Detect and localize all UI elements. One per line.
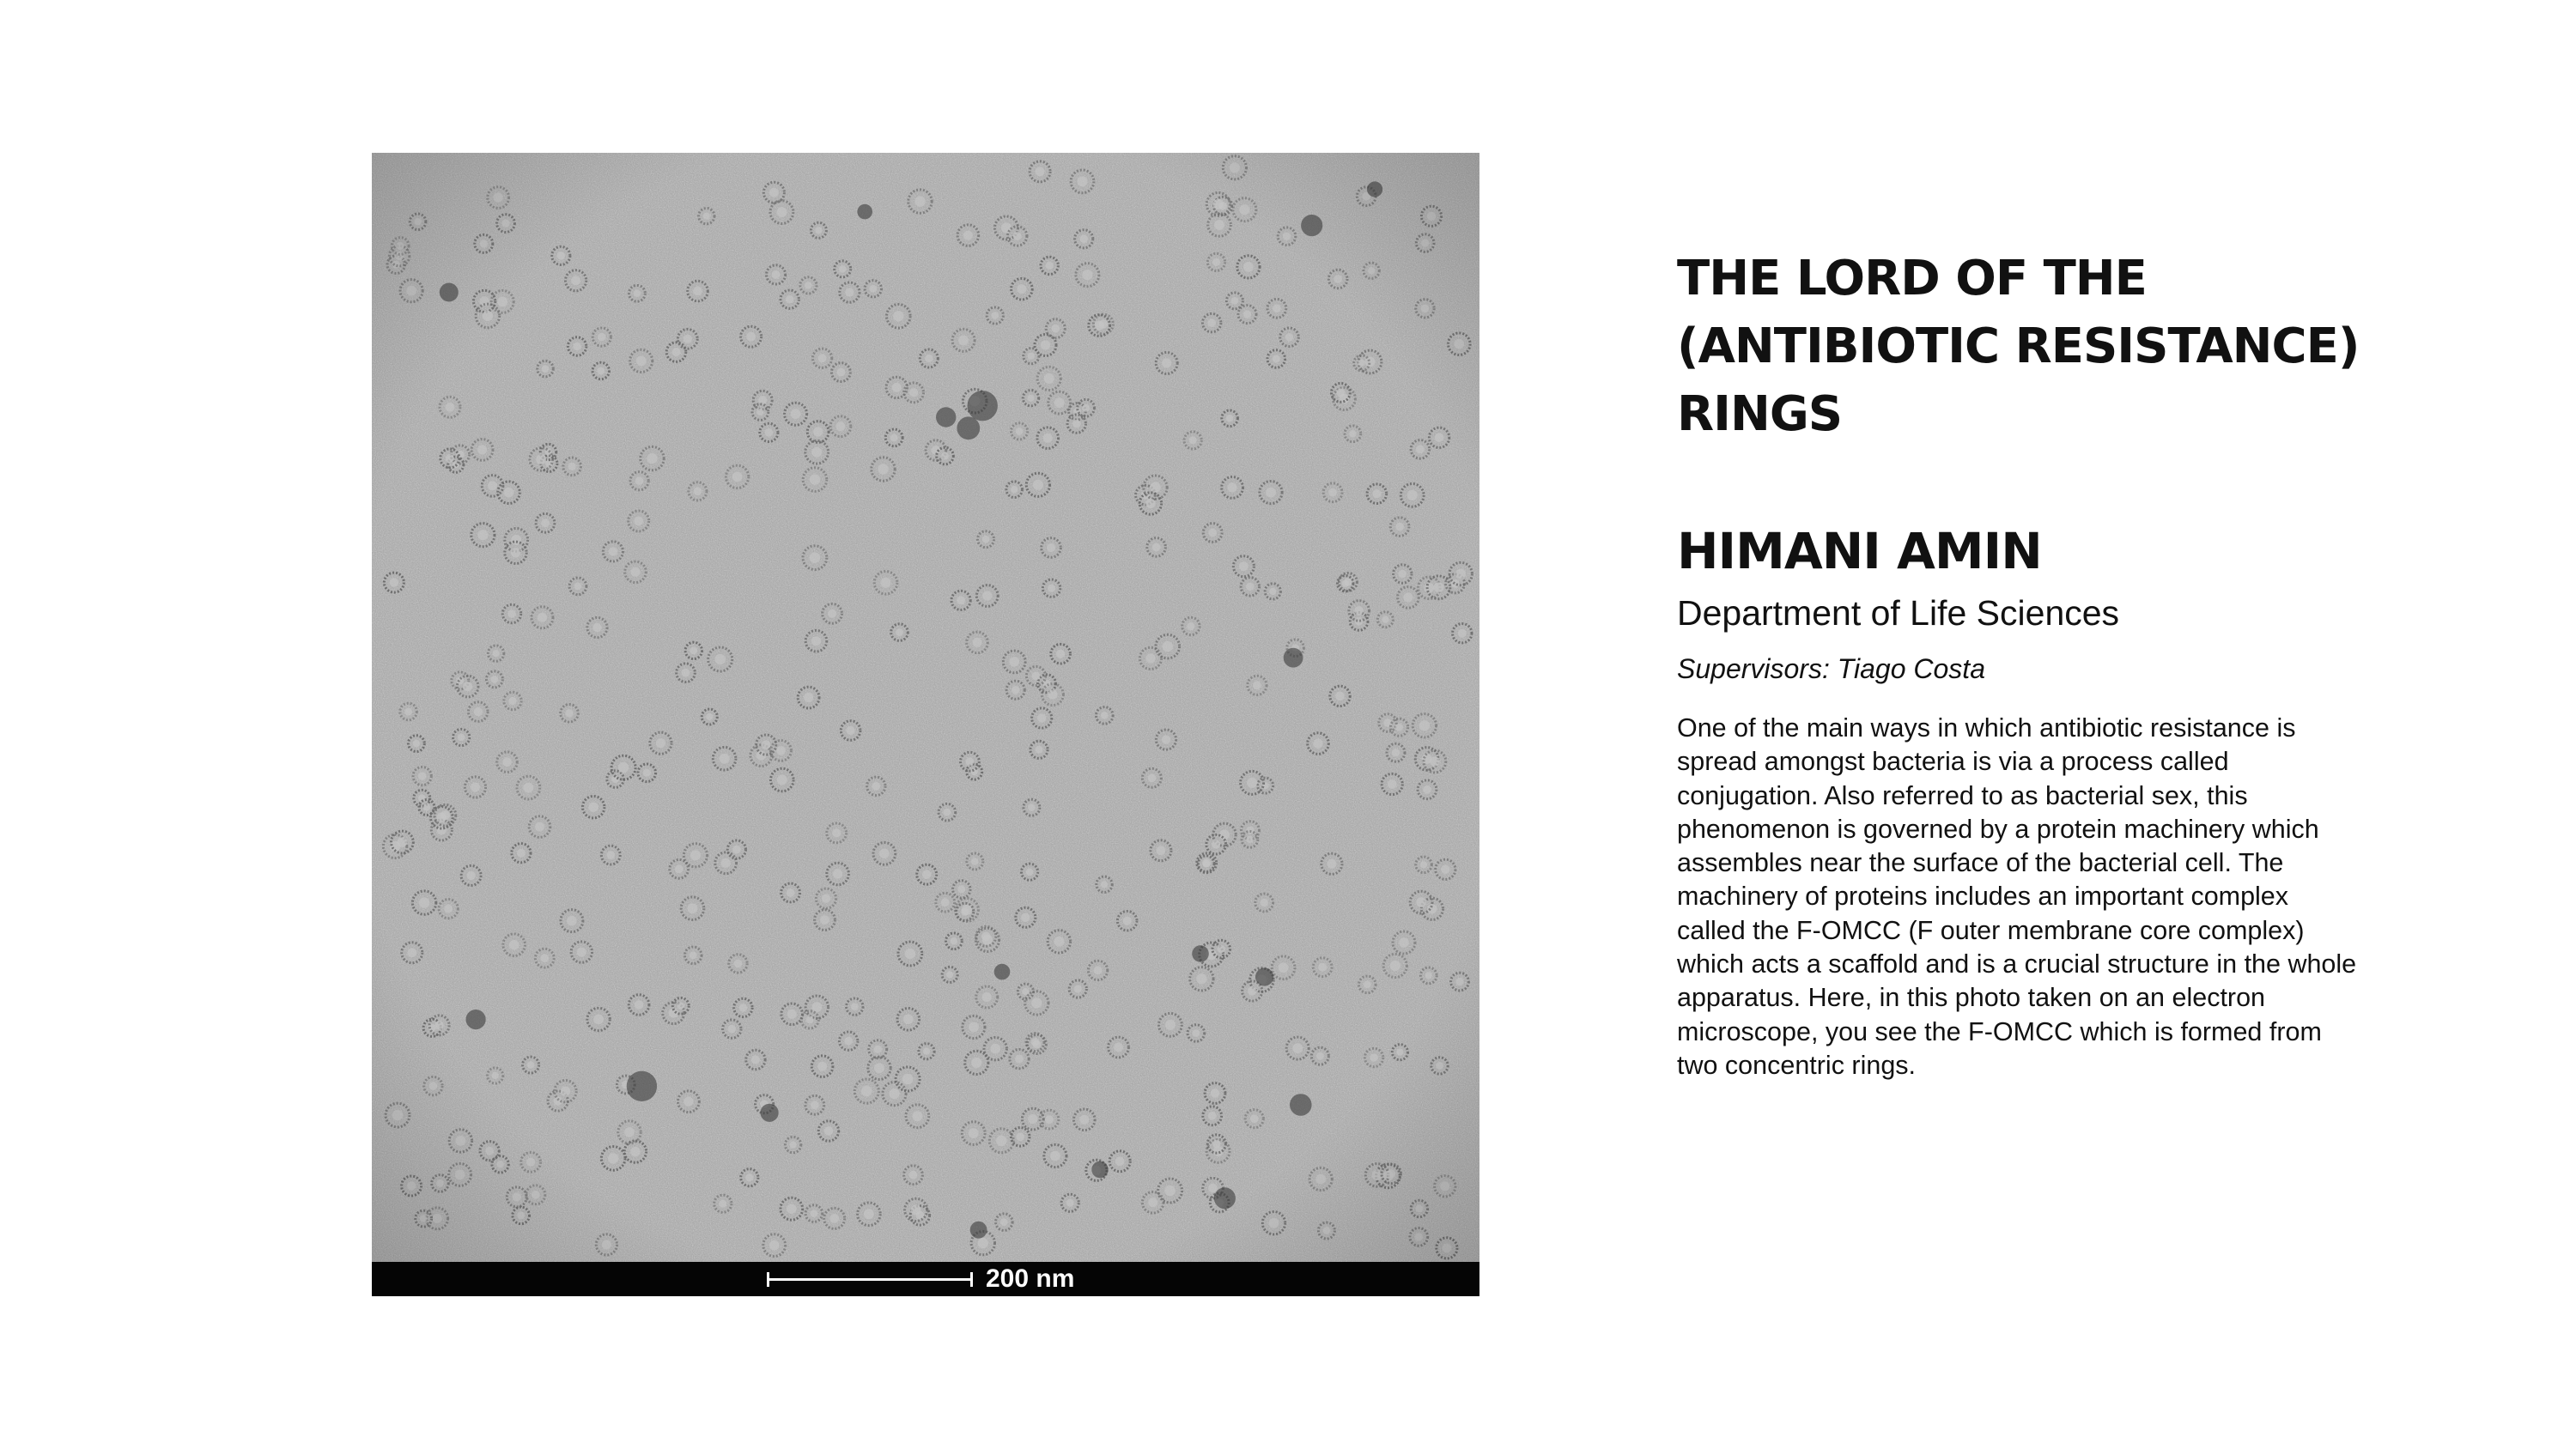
author-name: HIMANI AMIN — [1677, 522, 2042, 580]
supervisors: Supervisors: Tiago Costa — [1677, 653, 1985, 684]
scale-bar — [767, 1270, 973, 1288]
scale-bar-strip — [372, 1262, 1479, 1296]
electron-micrograph — [372, 153, 1479, 1296]
scale-bar-label: 200 nm — [986, 1264, 1075, 1293]
poster-title: THE LORD OF THE (ANTIBIOTIC RESISTANCE) RINGS — [1677, 251, 2360, 442]
abstract: One of the main ways in which antibiotic resistance is spread amongst bacteria is via a process called conjugation. Also referred to as bacterial sex, this phenomenon is governed by a protein machinery which assembles near the surface of the bacterial cell. The machinery of proteins includes an important complex called the F-OMCC (F outer membrane core complex) which acts a scaffold and is a crucial structure in the whole apparatus. Here, in this photo taken on an electron microscope, you see the F-OMCC which is formed from two concentric rings. — [1677, 713, 2357, 1080]
text-panel — [1677, 245, 2381, 1082]
micrograph-field — [372, 153, 1479, 1262]
department: Department of Life Sciences — [1677, 593, 2120, 633]
